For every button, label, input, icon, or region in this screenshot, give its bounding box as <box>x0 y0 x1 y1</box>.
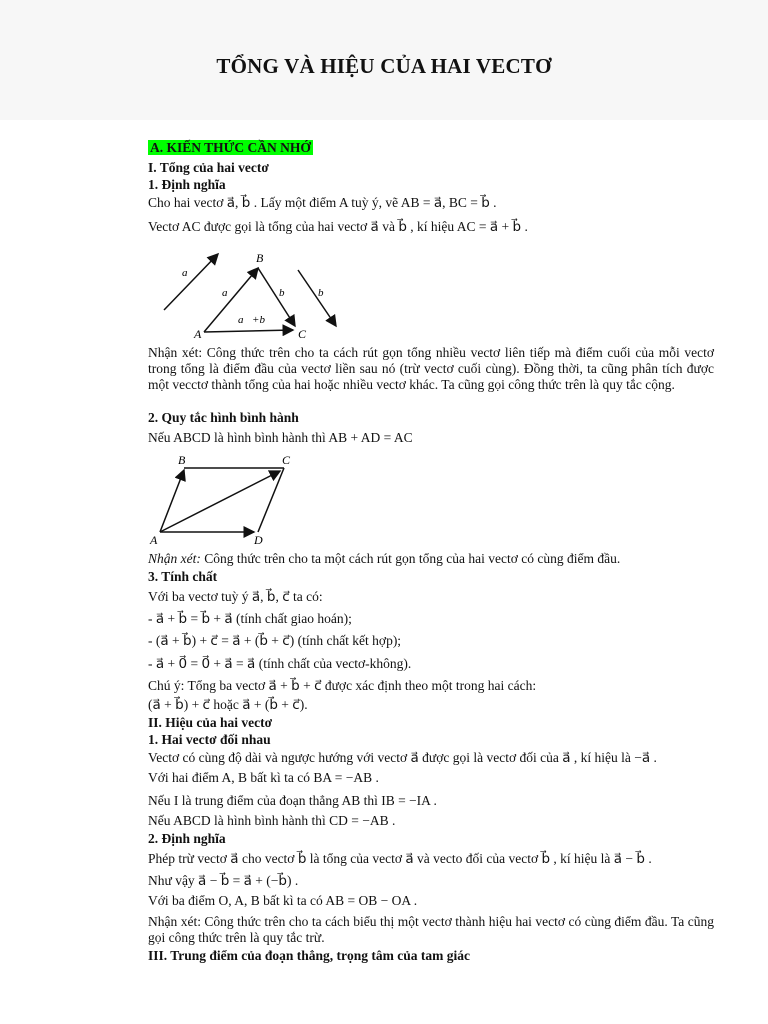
label-c-p: C <box>282 453 291 467</box>
label-a: A <box>194 327 202 340</box>
subtraction-line-2: Như vậy a⃗ − b⃗ = a⃗ + (−b⃗) . <box>148 873 299 888</box>
opposite-line-4: Nếu ABCD là hình bình hành thì CD = −AB . <box>148 813 396 828</box>
subsection-1-3-heading: 3. Tính chất <box>148 569 218 584</box>
label-b: B <box>256 251 264 265</box>
vector-sum-figure <box>160 250 350 340</box>
opposite-line-3: Nếu I là trung điểm của đoạn thẳng AB thì IB = −IA . <box>148 793 437 808</box>
opposite-line-2: Với hai điểm A, B bất kì ta có BA = −AB . <box>148 770 379 785</box>
section-a-heading <box>148 140 313 156</box>
label-b-vec-1: b⃗ <box>279 287 294 299</box>
label-sum: a⃗+b⃗ <box>238 314 274 326</box>
subsection-1-1-heading: 1. Định nghĩa <box>148 177 226 192</box>
remark-2 <box>148 551 620 567</box>
vector-a-standalone <box>164 254 218 310</box>
remark-3: Nhận xét: Công thức trên cho ta cách biểu thị một vectơ thành hiệu hai vectơ có cùng điểm đầu. Ta cũng gọi công thức trên là quy tắc trừ. <box>148 914 714 945</box>
vector-ac <box>204 330 293 332</box>
subsection-2-2-heading: 2. Định nghĩa <box>148 831 226 846</box>
subtraction-line-1: Phép trừ vectơ a⃗ cho vectơ b⃗ là tổng của vectơ a⃗ và vecto đối của vectơ b⃗ , kí hiệu là a⃗ − b⃗ . <box>148 851 652 866</box>
section-3-heading: III. Trung điểm của đoạn thẳng, trọng tâm của tam giác <box>148 948 471 963</box>
label-b-p: B <box>178 453 186 467</box>
property-3: - a⃗ + 0⃗ = 0⃗ + a⃗ = a⃗ (tính chất của vectơ-không). <box>148 656 412 671</box>
definition-line-2: Vectơ AC được gọi là tổng của hai vectơ a⃗ và b⃗ , kí hiệu AC = a⃗ + b⃗ . <box>148 219 528 234</box>
remark-2-label: Nhận xét: <box>148 551 201 566</box>
definition-line-1: Cho hai vectơ a⃗, b⃗ . Lấy một điểm A tuỳ ý, vẽ AB = a⃗, BC = b⃗ . <box>148 195 497 210</box>
property-1: - a⃗ + b⃗ = b⃗ + a⃗ (tính chất giao hoán); <box>148 611 352 626</box>
label-a-vec-2: a⃗ <box>222 287 237 299</box>
vector-ab-p <box>160 470 184 532</box>
note-line-1: Chú ý: Tổng ba vectơ a⃗ + b⃗ + c⃗ được xác định theo một trong hai cách: <box>148 678 537 693</box>
remark-2-text: Công thức trên cho ta một cách rút gọn tổng của hai vectơ có cùng điểm đầu. <box>200 551 621 566</box>
remark-1: Nhận xét: Công thức trên cho ta cách rút gọn tổng nhiều vectơ liên tiếp mà điểm cuối của mỗi vectơ trong tổng là điểm đầu của vectơ liền sau nó (trừ vectơ cuối cùng). Đồng thời, ta cũng phân tích được một vecctơ thành tổng của hai hoặc nhiều vectơ khác. Ta cũng gọi công thức trên là quy tắc cộng. <box>148 345 714 392</box>
page-title: TỔNG VÀ HIỆU CỦA HAI VECTƠ <box>216 54 552 78</box>
label-b-vec-2: b⃗ <box>318 287 333 299</box>
section-2-heading: II. Hiệu của hai vectơ <box>148 715 273 730</box>
note-line-2: (a⃗ + b⃗) + c⃗ hoặc a⃗ + (b⃗ + c⃗). <box>148 697 308 712</box>
label-d-p: D <box>254 533 263 547</box>
highlighted-heading: A. KIẾN THỨC CẦN NHỚ <box>150 140 311 155</box>
subsection-1-2-heading: 2. Quy tắc hình bình hành <box>148 410 299 425</box>
parallelogram-rule: Nếu ABCD là hình bình hành thì AB + AD = AC <box>148 430 413 445</box>
label-a-p: A <box>150 533 158 547</box>
subsection-2-1-heading: 1. Hai vectơ đối nhau <box>148 732 271 747</box>
section-1-heading: I. Tổng của hai vectơ <box>148 160 269 175</box>
properties-intro: Với ba vectơ tuỳ ý a⃗, b⃗, c⃗ ta có: <box>148 589 323 604</box>
property-2: - (a⃗ + b⃗) + c⃗ = a⃗ + (b⃗ + c⃗) (tính chất kết hợp); <box>148 633 402 648</box>
label-c: C <box>298 327 307 340</box>
label-a-vec-1: a⃗ <box>182 267 197 279</box>
edge-cd <box>258 468 284 532</box>
parallelogram-figure <box>148 452 308 548</box>
opposite-line-1: Vectơ có cùng độ dài và ngược hướng với vectơ a⃗ được gọi là vectơ đối của a⃗ , kí hiệu là −a⃗ . <box>148 750 657 765</box>
subtraction-line-3: Với ba điểm O, A, B bất kì ta có AB = OB − OA . <box>148 893 418 908</box>
